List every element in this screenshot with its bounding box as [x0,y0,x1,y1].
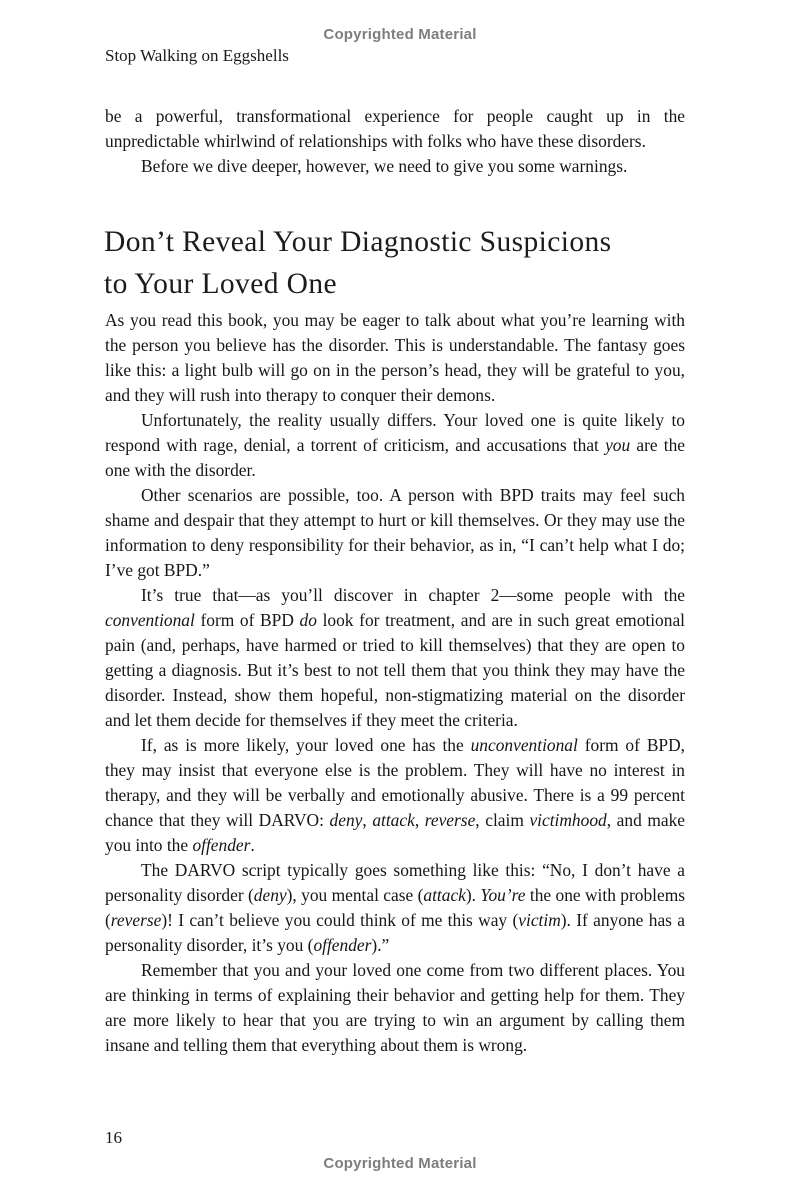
paragraph: If, as is more likely, your loved one has the unconventional form of BPD, they may insist that everyone else is the problem. They will have no interest in therapy, and they will be verbally and emotionally abusive. There is a 99 percent chance that they will DARVO: deny, attack, reverse, claim victimhood, and make you into the offender. [105,735,685,855]
paragraph: As you read this book, you may be eager to talk about what you’re learning with the person you believe has the disorder. This is understandable. The fantasy goes like this: a light bulb will go on in the person’s head, they will be grateful to you, and they will rush into therapy to conquer their demons. [105,310,685,405]
paragraph: be a powerful, transformational experience for people caught up in the unpredictable whirlwind of relationships with folks who have these disorders. [105,106,685,151]
paragraph: The DARVO script typically goes something like this: “No, I don’t have a personality disorder (deny), you mental case (attack). You’re the one with problems (reverse)! I can’t believe you could think of me this way (victim). If anyone has a personality disorder, it’s you (offender).” [105,860,685,955]
copyright-watermark-top: Copyrighted Material [323,26,477,43]
section-paragraphs [105,308,685,1058]
paragraph: Unfortunately, the reality usually differs. Your loved one is quite likely to respond with rage, denial, a torrent of criticism, and accusations that you are the one with the disorder. [105,410,685,480]
paragraph: It’s true that—as you’ll discover in chapter 2—some people with the conventional form of BPD do look for treatment, and are in such great emotional pain (and, perhaps, have harmed or tried to kill themselves) that they are open to getting a diagnosis. But it’s best to not tell them that you think they may have the disorder. Instead, show them hopeful, non-stigmatizing material on the disorder and let them decide for themselves if they meet the criteria. [105,585,686,730]
copyright-watermark-bottom: Copyrighted Material [323,1155,477,1172]
page-number: 16 [105,1128,122,1147]
section-heading [104,221,744,305]
paragraph: Other scenarios are possible, too. A person with BPD traits may feel such shame and despair that they attempt to hurt or kill themselves. Or they may use the information to deny responsibility for their behavior, as in, “I can’t help what I do; I’ve got BPD.” [105,485,685,580]
heading-line: Don’t Reveal Your Diagnostic Suspicions [104,226,612,258]
paragraph: Remember that you and your loved one come from two different places. You are thinking in terms of explaining their behavior and getting help for them. They are more likely to hear that you are trying to win an argument by calling them insane and telling them that everything about them is wrong. [105,960,685,1055]
intro-paragraphs [105,104,685,179]
heading-line: to Your Loved One [104,268,337,300]
paragraph: Before we dive deeper, however, we need to give you some warnings. [141,156,628,176]
running-header-book-title: Stop Walking on Eggshells [105,46,289,65]
